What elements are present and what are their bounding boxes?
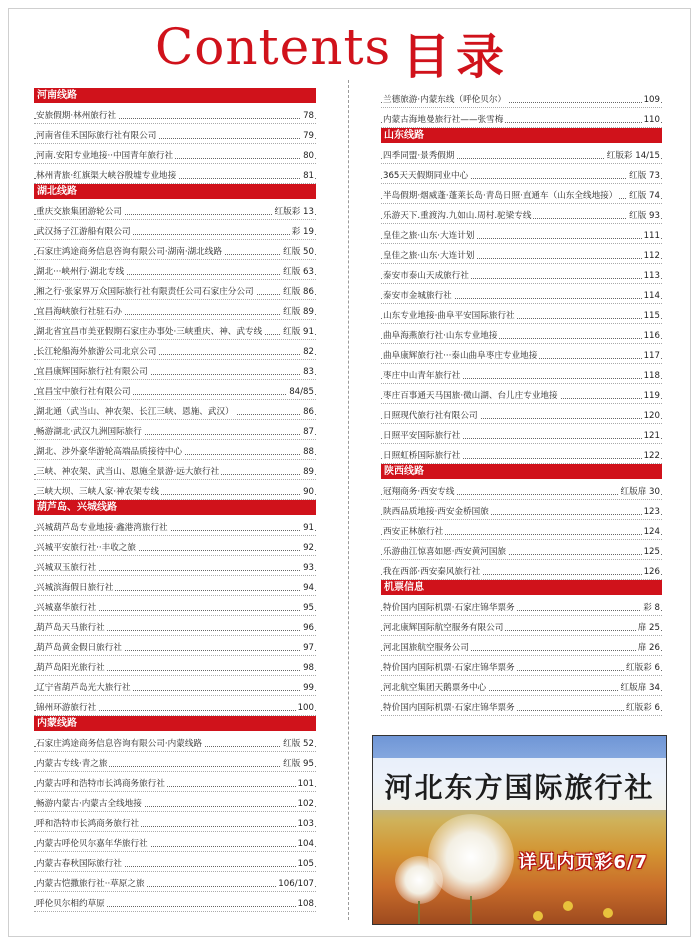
entry-name: 乐游天下.重渡沟.九如山.周村.驼梁专线 xyxy=(383,211,532,221)
section-heading: 湖北线路 xyxy=(34,184,316,199)
toc-entry[interactable] xyxy=(34,164,316,184)
right-column xyxy=(381,88,662,716)
toc-entry[interactable] xyxy=(34,536,316,556)
toc-entry[interactable] xyxy=(34,240,316,260)
toc-entry[interactable] xyxy=(34,260,316,280)
toc-entry[interactable] xyxy=(34,220,316,240)
entry-page-number: 88 xyxy=(303,447,314,457)
entry-page-number: 93 xyxy=(303,563,314,573)
entry-page-number: 红版彩 6 xyxy=(626,703,660,713)
entry-page-number: 124 xyxy=(643,527,660,537)
section-heading: 山东线路 xyxy=(381,128,662,143)
entry-name: 内蒙古呼和浩特市长鸿商务旅行社 xyxy=(36,779,165,789)
toc-entry[interactable] xyxy=(381,384,662,404)
toc-entry[interactable] xyxy=(381,596,662,616)
entry-page-number: 94 xyxy=(303,583,314,593)
entry-name: 日照现代旅行社有限公司 xyxy=(383,411,478,421)
toc-entry[interactable] xyxy=(381,184,662,204)
toc-entry[interactable] xyxy=(381,480,662,500)
entry-page-number: 78 xyxy=(303,111,314,121)
entry-name: 畅游内蒙古·内蒙古全线地接 xyxy=(36,799,142,809)
entry-name: 半岛假期·烟威蓬·蓬莱长岛·青岛日照·直通车（山东全线地接） xyxy=(383,191,618,201)
entry-page-number: 红版 89 xyxy=(283,307,314,317)
entry-page-number: 91 xyxy=(303,523,314,533)
entry-page-number: 红版 50 xyxy=(283,247,314,257)
toc-entry[interactable] xyxy=(381,144,662,164)
dandelion-image xyxy=(395,856,443,904)
entry-page-number: 81 xyxy=(303,171,314,181)
entry-name: 泰安市泰山天成旅行社 xyxy=(383,271,469,281)
entry-name: 葫芦岛天马旅行社 xyxy=(36,623,105,633)
toc-entry[interactable] xyxy=(34,380,316,400)
entry-name: 兴城葫芦岛专业地接·鑫港湾旅行社 xyxy=(36,523,168,533)
toc-entry[interactable] xyxy=(381,88,662,108)
left-column xyxy=(34,88,316,912)
ad-title: 河北东方国际旅行社 xyxy=(384,771,655,804)
page-header xyxy=(0,14,699,84)
toc-entry[interactable] xyxy=(34,516,316,536)
entry-page-number: 98 xyxy=(303,663,314,673)
toc-entry[interactable] xyxy=(34,400,316,420)
entry-name: 特价国内国际机票·石家庄锦华票务 xyxy=(383,603,515,613)
toc-entry[interactable] xyxy=(381,520,662,540)
section-heading: 内蒙线路 xyxy=(34,716,316,731)
toc-entry[interactable] xyxy=(381,164,662,184)
entry-name: 辽宁省葫芦岛光大旅行社 xyxy=(36,683,131,693)
entry-name: 日照平安国际旅行社 xyxy=(383,431,461,441)
entry-page-number: 119 xyxy=(643,391,660,401)
toc-entry[interactable] xyxy=(381,696,662,716)
entry-page-number: 110 xyxy=(643,115,660,125)
entry-page-number: 82 xyxy=(303,347,314,357)
entry-name: 枣庄百事通天马国旅·微山湖、台儿庄专业地接 xyxy=(383,391,558,401)
entry-name: 兰德旅游·内蒙东线（呼伦贝尔） xyxy=(383,95,507,105)
entry-page-number: 115 xyxy=(643,311,660,321)
entry-page-number: 89 xyxy=(303,467,314,477)
entry-page-number: 83 xyxy=(303,367,314,377)
entry-page-number: 红版彩 6 xyxy=(626,663,660,673)
toc-entry[interactable] xyxy=(381,500,662,520)
entry-page-number: 111 xyxy=(643,231,660,241)
entry-page-number: 扉 26 xyxy=(637,643,660,653)
title-chinese: 目录 xyxy=(402,29,511,85)
entry-page-number: 121 xyxy=(643,431,660,441)
entry-name: 日照虹桥国际旅行社 xyxy=(383,451,461,461)
toc-entry[interactable] xyxy=(34,832,316,852)
entry-name: 兴城双玉旅行社 xyxy=(36,563,97,573)
toc-entry[interactable] xyxy=(34,280,316,300)
advertisement-banner[interactable] xyxy=(372,735,667,925)
toc-entry[interactable] xyxy=(34,200,316,220)
entry-name: 河北国旅航空服务公司 xyxy=(383,643,469,653)
entry-name: 湖北···峡州行·湖北专线 xyxy=(36,267,125,277)
toc-entry[interactable] xyxy=(34,440,316,460)
entry-page-number: 红版扉 34 xyxy=(620,683,660,693)
entry-page-number: 113 xyxy=(643,271,660,281)
toc-entry[interactable] xyxy=(34,460,316,480)
toc-entry[interactable] xyxy=(34,420,316,440)
toc-entry[interactable] xyxy=(34,772,316,792)
entry-name: 石家庄鸿途商务信息咨询有限公司·湖南·湖北线路 xyxy=(36,247,222,257)
entry-page-number: 116 xyxy=(643,331,660,341)
section-heading: 机票信息 xyxy=(381,580,662,595)
toc-entry[interactable] xyxy=(34,124,316,144)
column-divider xyxy=(348,80,349,920)
entry-name: 湖北省宜昌市美亚假期石家庄办事处·三峡重庆、神、武专线 xyxy=(36,327,263,337)
entry-page-number: 92 xyxy=(303,543,314,553)
entry-page-number: 红版彩 13 xyxy=(274,207,314,217)
entry-name: 河北康辉国际航空服务有限公司 xyxy=(383,623,504,633)
entry-page-number: 122 xyxy=(643,451,660,461)
toc-entry[interactable] xyxy=(34,636,316,656)
toc-entry[interactable] xyxy=(381,344,662,364)
toc-entry[interactable] xyxy=(34,320,316,340)
entry-name: 西安正林旅行社 xyxy=(383,527,444,537)
entry-name: 湘之行·张家界万众国际旅行社有限责任公司石家庄分公司 xyxy=(36,287,254,297)
entry-page-number: 106/107 xyxy=(278,879,314,889)
toc-entry[interactable] xyxy=(34,732,316,752)
entry-name: 宜昌康辉国际旅行社有限公司 xyxy=(36,367,148,377)
toc-entry[interactable] xyxy=(34,676,316,696)
toc-entry[interactable] xyxy=(381,676,662,696)
entry-page-number: 79 xyxy=(303,131,314,141)
toc-entry[interactable] xyxy=(34,696,316,716)
entry-page-number: 红版 52 xyxy=(283,739,314,749)
toc-entry[interactable] xyxy=(381,204,662,224)
toc-entry[interactable] xyxy=(34,616,316,636)
entry-page-number: 125 xyxy=(643,547,660,557)
entry-name: 安旅假期·林州旅行社 xyxy=(36,111,117,121)
entry-name: 乐游曲江惊喜如愿·西安黄河国旅 xyxy=(383,547,507,557)
entry-name: 河北航空集团天鹅票务中心 xyxy=(383,683,487,693)
title-english: Contents xyxy=(155,18,392,76)
entry-page-number: 96 xyxy=(303,623,314,633)
entry-page-number: 114 xyxy=(643,291,660,301)
toc-entry[interactable] xyxy=(381,284,662,304)
toc-entry[interactable] xyxy=(34,360,316,380)
entry-page-number: 红版 74 xyxy=(629,191,660,201)
entry-name: 呼和浩特市长鸿商务旅行社 xyxy=(36,819,140,829)
toc-entry[interactable] xyxy=(381,656,662,676)
entry-name: 锦州环游旅行社 xyxy=(36,703,97,713)
entry-name: 湖北、涉外豪华游轮高端品质接待中心 xyxy=(36,447,183,457)
entry-name: 皇佳之旅·山东·大连计划 xyxy=(383,231,475,241)
entry-name: 内蒙古恺撒旅行社··草原之旅 xyxy=(36,879,145,889)
toc-entry[interactable] xyxy=(34,480,316,500)
entry-name: 畅游湖北·武汉九洲国际旅行 xyxy=(36,427,142,437)
flower-image xyxy=(603,908,613,918)
entry-page-number: 86 xyxy=(303,407,314,417)
entry-name: 兴城滨海假日旅行社 xyxy=(36,583,114,593)
entry-page-number: 123 xyxy=(643,507,660,517)
flower-image xyxy=(563,901,573,911)
entry-page-number: 80 xyxy=(303,151,314,161)
toc-entry[interactable] xyxy=(34,576,316,596)
entry-name: 特价国内国际机票·石家庄锦华票务 xyxy=(383,663,515,673)
entry-name: 内蒙古海地曼旅行社——张雪梅 xyxy=(383,115,504,125)
toc-entry[interactable] xyxy=(34,300,316,320)
entry-page-number: 红版 91 xyxy=(283,327,314,337)
entry-name: 内蒙古春秋国际旅行社 xyxy=(36,859,122,869)
entry-page-number: 97 xyxy=(303,643,314,653)
toc-entry[interactable] xyxy=(381,324,662,344)
toc-entry[interactable] xyxy=(34,792,316,812)
toc-entry[interactable] xyxy=(34,144,316,164)
entry-name: 陕西品质地接·西安金桥国旅 xyxy=(383,507,489,517)
toc-entry[interactable] xyxy=(34,556,316,576)
entry-page-number: 101 xyxy=(297,779,314,789)
entry-name: 兴城嘉华旅行社 xyxy=(36,603,97,613)
entry-page-number: 103 xyxy=(297,819,314,829)
entry-name: 河南省佳禾国际旅行社有限公司 xyxy=(36,131,157,141)
entry-name: 山东专业地接·曲阜平安国际旅行社 xyxy=(383,311,515,321)
entry-name: 三峡、神农架、武当山、恩施全景游·远大旅行社 xyxy=(36,467,220,477)
entry-page-number: 彩 19 xyxy=(291,227,314,237)
entry-page-number: 87 xyxy=(303,427,314,437)
toc-entry[interactable] xyxy=(34,340,316,360)
entry-name: 葫芦岛阳光旅行社 xyxy=(36,663,105,673)
entry-page-number: 117 xyxy=(643,351,660,361)
entry-name: 湖北通（武当山、神农架、长江三峡、恩施、武汉） xyxy=(36,407,234,417)
toc-entry[interactable] xyxy=(381,404,662,424)
entry-name: 内蒙古呼伦贝尔嘉年华旅行社 xyxy=(36,839,148,849)
entry-name: 泰安市金城旅行社 xyxy=(383,291,452,301)
entry-name: 葫芦岛黄金假日旅行社 xyxy=(36,643,122,653)
entry-page-number: 100 xyxy=(297,703,314,713)
toc-entry[interactable] xyxy=(381,364,662,384)
toc-entry[interactable] xyxy=(381,108,662,128)
toc-entry[interactable] xyxy=(34,656,316,676)
section-heading: 陕西线路 xyxy=(381,464,662,479)
entry-name: 三峡大坝、三峡人家·神农架专线 xyxy=(36,487,160,497)
section-heading: 葫芦岛、兴城线路 xyxy=(34,500,316,515)
entry-page-number: 104 xyxy=(297,839,314,849)
entry-page-number: 126 xyxy=(643,567,660,577)
entry-page-number: 红版 95 xyxy=(283,759,314,769)
entry-name: 特价国内国际机票·石家庄锦华票务 xyxy=(383,703,515,713)
entry-page-number: 红版 73 xyxy=(629,171,660,181)
toc-entry[interactable] xyxy=(381,264,662,284)
dandelion-stem xyxy=(418,901,420,925)
toc-entry[interactable] xyxy=(381,560,662,580)
entry-name: 皇佳之旅·山东·大连计划 xyxy=(383,251,475,261)
entry-name: 曲阜海燕旅行社·山东专业地接 xyxy=(383,331,498,341)
toc-entry[interactable] xyxy=(381,540,662,560)
toc-entry[interactable] xyxy=(381,616,662,636)
entry-page-number: 112 xyxy=(643,251,660,261)
entry-name: 呼伦贝尔相约草原 xyxy=(36,899,105,909)
entry-name: 四季同盟·景秀假期 xyxy=(383,151,455,161)
toc-entry[interactable] xyxy=(381,304,662,324)
entry-page-number: 102 xyxy=(297,799,314,809)
entry-page-number: 84/85 xyxy=(289,387,314,397)
entry-name: 我在西部·西安秦风旅行社 xyxy=(383,567,481,577)
entry-name: 河南.安阳专业地接··中国青年旅行社 xyxy=(36,151,174,161)
flower-image xyxy=(533,911,543,921)
entry-name: 曲阜康辉旅行社···泰山曲阜枣庄专业地接 xyxy=(383,351,538,361)
entry-page-number: 95 xyxy=(303,603,314,613)
entry-name: 内蒙古专线·青之旅 xyxy=(36,759,108,769)
entry-page-number: 扉 25 xyxy=(637,623,660,633)
entry-name: 冠翔商务·西安专线 xyxy=(383,487,455,497)
toc-entry[interactable] xyxy=(381,244,662,264)
entry-name: 兴城平安旅行社··丰收之旅 xyxy=(36,543,136,553)
entry-name: 林州青旅·红旗渠大峡谷殷墟专业地接 xyxy=(36,171,177,181)
entry-name: 重庆交旅集团游轮公司 xyxy=(36,207,122,217)
entry-name: 长江轮船海外旅游公司北京公司 xyxy=(36,347,157,357)
section-heading: 河南线路 xyxy=(34,88,316,103)
toc-entry[interactable] xyxy=(34,752,316,772)
entry-page-number: 109 xyxy=(643,95,660,105)
entry-name: 枣庄中山青年旅行社 xyxy=(383,371,461,381)
dandelion-stem xyxy=(470,896,472,925)
toc-entry[interactable] xyxy=(381,636,662,656)
entry-name: 宜昌海峡旅行社驻石办 xyxy=(36,307,122,317)
toc-entry[interactable] xyxy=(34,852,316,872)
toc-entry[interactable] xyxy=(34,872,316,892)
toc-entry[interactable] xyxy=(34,596,316,616)
ad-subtitle: 详见内页彩6/7 xyxy=(518,852,648,873)
entry-page-number: 红版彩 14/15 xyxy=(606,151,660,161)
entry-page-number: 红版扉 30 xyxy=(620,487,660,497)
entry-page-number: 118 xyxy=(643,371,660,381)
entry-name: 365天天假期同业中心 xyxy=(383,171,469,181)
entry-page-number: 红版 93 xyxy=(629,211,660,221)
toc-entry[interactable] xyxy=(34,812,316,832)
entry-page-number: 红版 63 xyxy=(283,267,314,277)
entry-name: 宜昌宝中旅行社有限公司 xyxy=(36,387,131,397)
toc-entry[interactable] xyxy=(381,444,662,464)
entry-page-number: 99 xyxy=(303,683,314,693)
toc-entry[interactable] xyxy=(34,892,316,912)
entry-page-number: 彩 8 xyxy=(643,603,660,613)
entry-page-number: 90 xyxy=(303,487,314,497)
entry-page-number: 120 xyxy=(643,411,660,421)
toc-entry[interactable] xyxy=(34,104,316,124)
entry-name: 武汉扬子江游船有限公司 xyxy=(36,227,131,237)
entry-page-number: 105 xyxy=(297,859,314,869)
entry-name: 石家庄鸿途商务信息咨询有限公司·内蒙线路 xyxy=(36,739,203,749)
toc-entry[interactable] xyxy=(381,424,662,444)
toc-entry[interactable] xyxy=(381,224,662,244)
entry-page-number: 红版 86 xyxy=(283,287,314,297)
entry-page-number: 108 xyxy=(297,899,314,909)
